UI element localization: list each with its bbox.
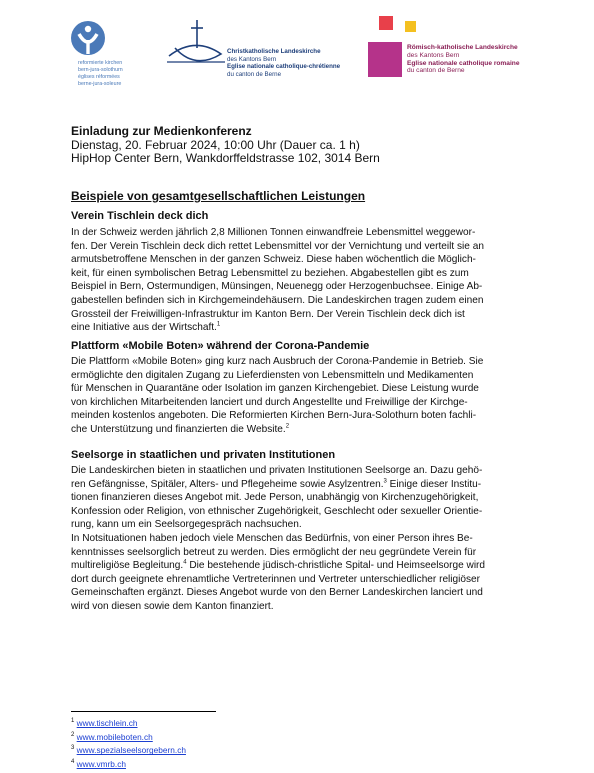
footnote-1	[71, 717, 186, 731]
romkath-name: Römisch-katholische Landeskirche	[407, 44, 518, 51]
section-1-body: In der Schweiz werden jährlich 2,8 Millionen Tonnen einwandfreie Lebensmittel weggewor- fen. Der Verein Tischlein deck dich rettet Lebensmittel vor der Vernichtung und verteilt sie an armutsbetroffene Menschen in der ganzen Schweiz. Diese haben wöchentlich die Möglich- keit, für einen symbolischen Betrag Lebensmittel zu beziehen. Abgabestellen gibt es zum Beispiel in Bern, Ostermundigen, Münsingen, Neuenegg oder Herzogenbuchsee. Einige Ab- gabestellen befinden sich in Kirchgemeindehäusern. Die Landeskirchen tragen zudem einen Grossteil der Freiwilligen-Infrastruktur im Kanton Bern. Der Verein Tischlein deck dich ist eine Initiative aus der Wirtschaft.	[71, 227, 484, 334]
reformed-churches-logo	[70, 20, 160, 95]
romkath-sub: des Kantons Bern	[407, 51, 460, 59]
romkath-logo	[365, 16, 585, 86]
footnote-ref-1: 1	[216, 321, 221, 328]
section-1-heading: Verein Tischlein deck dich	[71, 210, 209, 222]
christkath-logo-text	[227, 48, 340, 78]
fish-cross-icon	[165, 18, 227, 68]
purple-square	[368, 42, 402, 77]
location-line: HipHop Center Bern, Wankdorffeldstrasse 102, 3014 Bern	[71, 151, 380, 165]
reformed-emblem-icon	[70, 20, 110, 60]
section-3-body-c: Die bestehende jüdisch-christliche Spital- und Heimseelsorge wird dort durch geeignete ehrenamtliche Vertreterinnen und Vertreter unterschiedlicher religiöser Gemeinschaften ergänzt. Dieses Angebot wurde von den Berner Landeskirchen lanciert und wird von diesen sowie dem Kanton finanziert.	[71, 560, 486, 612]
footnote-3	[71, 744, 186, 758]
romkath-fr: Eglise nationale catholique romaine	[407, 59, 520, 67]
footnotes	[71, 717, 186, 772]
section-3-heading: Seelsorge in staatlichen und privaten Institutionen	[71, 449, 336, 461]
footnote-link-mobileboten[interactable]: www.mobileboten.ch	[76, 731, 153, 742]
romkath-logo-text	[407, 44, 520, 75]
footnote-4	[71, 758, 186, 772]
footnote-divider	[71, 711, 216, 712]
footnote-2	[71, 731, 186, 745]
christkath-sub: des Kantons Bern	[227, 55, 277, 63]
reformed-logo-text: reformierte kirchen bern-jura-solothurn églises réformées berne-jura-soleure	[78, 60, 123, 87]
section-2-body: Die Plattform «Mobile Boten» ging kurz nach Ausbruch der Corona-Pandemie in Betrieb. Sie ermöglichte den digitalen Zugang zu Lieferdiensten von Lebensmitteln und Medikamenten für Menschen in Quarantäne oder Isolation im ganzen Kirchengebiet. Diese Leistung wurde von kirchlichen Mitarbeitenden lanciert und durch Angestellte und Freiwillige der Kirchge- meinden kostenlos angeboten. Die Reformierten Kirchen Bern-Jura-Solothurn boten fachli- che Unterstützung und finanzierten die Website.	[71, 356, 484, 435]
section-2-heading: Plattform «Mobile Boten» während der Corona-Pandemie	[71, 340, 370, 352]
footnote-ref-2: 2	[285, 423, 290, 430]
romkath-fr-sub: du canton de Berne	[407, 67, 465, 75]
red-square	[379, 16, 393, 30]
yellow-square	[405, 21, 416, 32]
christkath-name: Christkatholische Landeskirche	[227, 48, 321, 55]
footnote-num: 2	[71, 731, 75, 738]
footnote-link-vmrb[interactable]: www.vmrb.ch	[76, 759, 126, 770]
footnote-num: 1	[71, 718, 75, 725]
section-2-text	[71, 355, 526, 437]
footnote-link-tischlein[interactable]: www.tischlein.ch	[76, 718, 138, 728]
section-3-body-a: Die Landeskirchen bieten in staatlichen und privaten Institutionen Seelsorge an. Dazu gehö- ren Gefängnisse, Spitäler, Alters- und Pflegeheime sowie Asylzentren.	[71, 465, 483, 490]
date-line: Dienstag, 20. Februar 2024, 10:00 Uhr (Dauer ca. 1 h)	[71, 137, 360, 152]
section-1-text	[71, 226, 526, 335]
footnote-num: 4	[71, 759, 75, 766]
invitation-header	[71, 125, 380, 166]
section-3-text	[71, 464, 526, 614]
footnote-ref-3: 3	[383, 478, 387, 485]
christkatholische-logo	[165, 18, 365, 93]
footnote-link-spezialseelsorge[interactable]: www.spezialseelsorgebern.ch	[76, 745, 186, 756]
footnote-num: 3	[71, 745, 75, 752]
section-title: Beispiele von gesamtgesellschaftlichen Leistungen	[71, 189, 366, 203]
christkath-fr-sub: du canton de Berne	[227, 70, 282, 78]
footnote-ref-4: 4	[183, 559, 187, 566]
invitation-title: Einladung zur Medienkonferenz	[71, 124, 252, 138]
section-3-body-b: Einige dieser Institu- tionen finanzieren dieses Angebot mit. Jede Person, unabhängig von Kirchenzugehörigkeit, Konfession oder Religion, von ethnischer Zugehörigkeit, Geschlecht oder sexueller Orientie- rung, kann um ein Seelsorgegespräch nachsuchen. In Notsituationen haben jedoch viele Menschen das Bedürfnis, von einer Person ihres Be- kenntnisses seelsorglich betreut zu werden. Dies ermöglicht der neu gegründete Verein für multireligiöse Begleitung.	[71, 478, 483, 572]
christkath-fr: Eglise nationale catholique-chrétienne	[227, 63, 341, 71]
